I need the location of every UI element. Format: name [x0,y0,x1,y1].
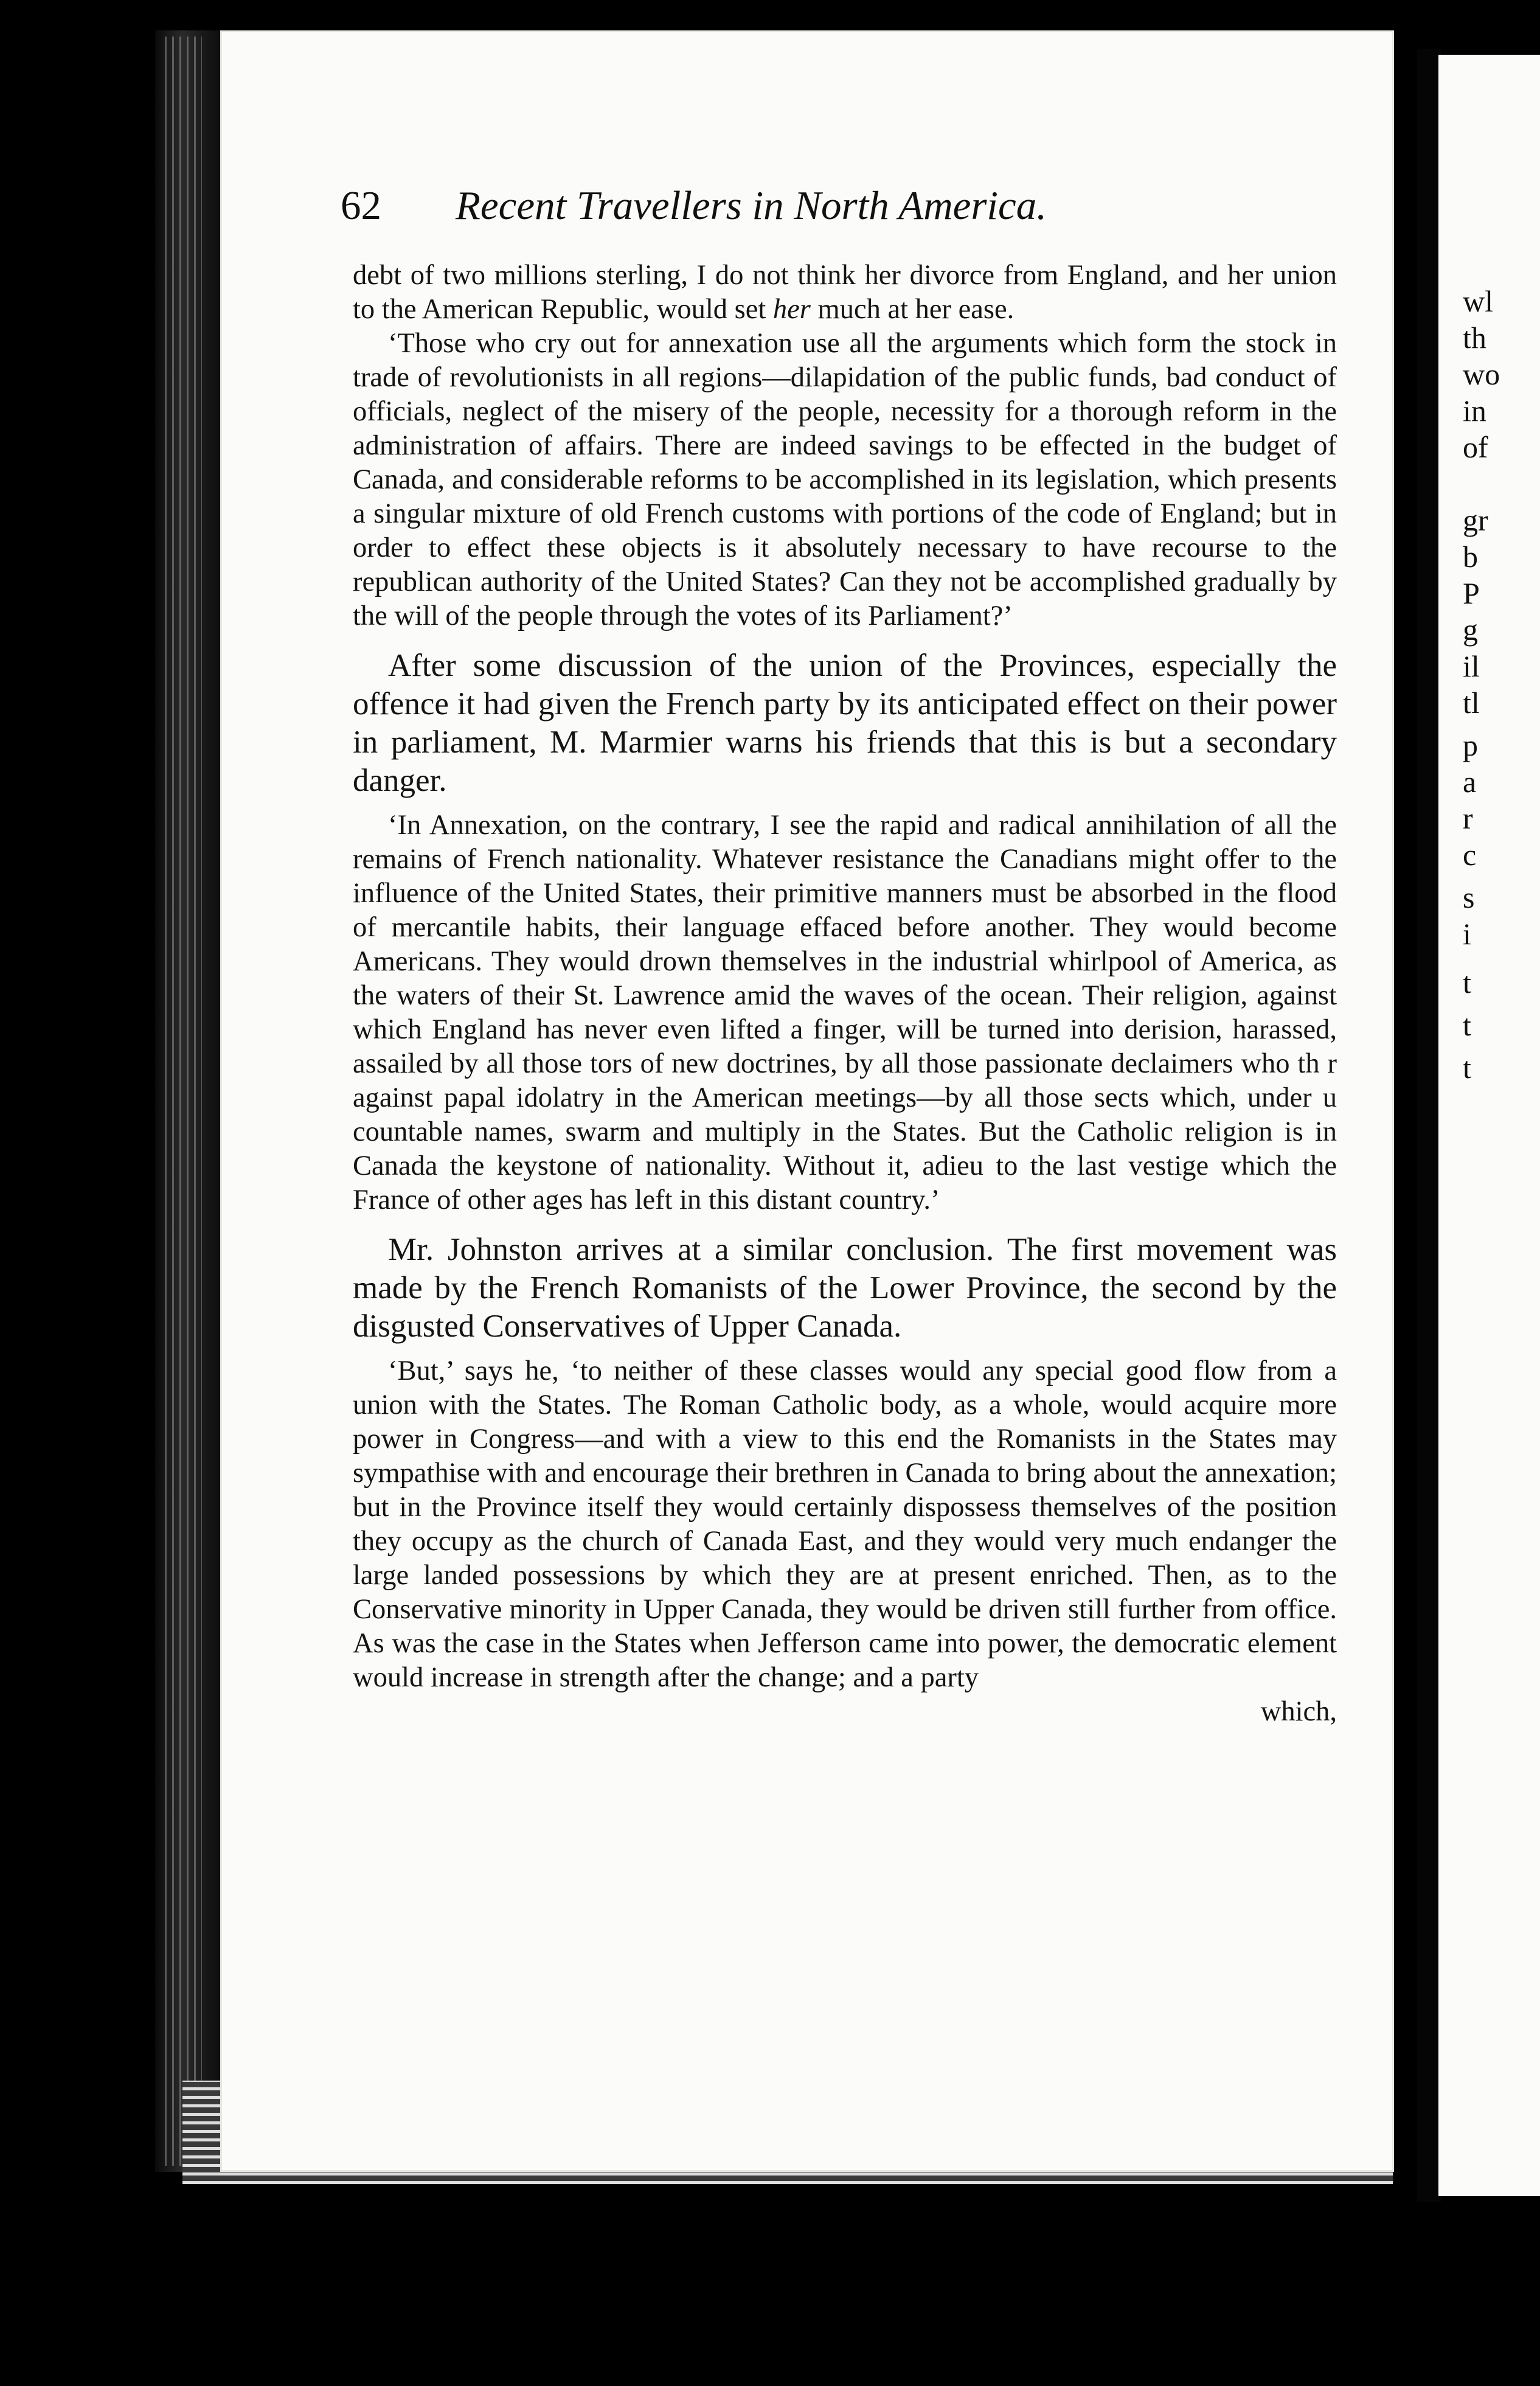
quote-paragraph: ‘Those who cry out for annexation use all the arguments which form the stock in trade of revolutionists in all regions—dilapidation of the public funds, bad conduct of officials, neglect of the misery of the people, necessity for a thorough reform in the administration of affairs. There are indeed savings to be effected in the budget of Canada, and considerable reforms to be accomplished in its legislation, which presents a singular mixture of old French customs with portions of the code of England; but in order to effect these objects is it absolutely necessary to have recourse to the republican authority of the United States? Can they not be accomplished gradually by the will of the people through the votes of its Parliament?’ [353,328,1337,631]
catchword: which, [1260,1696,1337,1727]
facing-page-fragment: wo [1463,357,1500,391]
body-text [353,259,1337,1729]
facing-page-fragment: t [1463,1008,1471,1042]
facing-page-fragment: r [1463,801,1473,835]
quote-paragraph: ‘But,’ says he, ‘to neither of these classes would any special good flow from a union with the States. The Roman Catholic body, as a whole, would acquire more power in Congress—and with a view to this end the Romanists in the States may sympathise with and encourage their brethren in Canada to bring about the annexation; but in the Province itself they would certainly dispossess themselves of the position they occupy as the church of Canada East, and they would very much endanger the large landed possessions by which they are at present enriched. Then, as to the Conservative minority in Upper Canada, they would be driven still further from office. As was the case in the States when Jefferson came into power, the democratic element would increase in strength after the change; and a party [353,1355,1337,1693]
quote-paragraph: ‘In Annexation, on the contrary, I see the rapid and radical annihilation of all the remains of French nationality. Whatever resistance the Canadians might offer to the influence of the United States, their primitive manners must be absorbed in the flood of mercantile habits, their language effaced before another. They would become Americans. They would drown themselves in the industrial whirlpool of America, as the waters of their St. Lawrence amid the waves of the ocean. Their religion, against which England has never even lifted a finger, will be turned into derision, harassed, assailed by all those tors of new doctrines, by all those passionate declaimers who th r against papal idolatry in the American meetings—by all those sects which, under u countable names, swarm and multiply in the States. But the Catholic religion is in Canada the keystone of nationality. Without it, adieu to the last vestige which the France of other ages has left in this distant country.’ [353,810,1337,1216]
facing-page-fragment: p [1463,728,1478,762]
facing-page-fragment: tl [1463,686,1480,720]
facing-page-fragment: P [1463,576,1480,610]
facing-page-fragment: b [1463,540,1478,574]
facing-page-fragment: a [1463,765,1477,799]
page-number: 62 [341,183,381,228]
facing-page-fragment: s [1463,880,1475,914]
running-title: Recent Travellers in North America. [456,183,1047,228]
facing-page-fragment: th [1463,321,1486,355]
facing-page-fragment: i [1463,917,1471,951]
facing-page-fragment: of [1463,430,1488,464]
facing-page-fragment: g [1463,613,1478,647]
gutter-shadow [1417,49,1441,2202]
facing-page-fragment: c [1463,838,1477,872]
facing-page-fragment: in [1463,394,1486,428]
narrative-paragraph: Mr. Johnston arrives at a similar conclusion. The first movement was made by the French Romanists of the Lower Province, the second by the disgusted Conservatives of Upper Canada. [353,1232,1337,1344]
facing-page-fragment: t [1463,965,1471,1000]
facing-page-fragment: t [1463,1051,1471,1085]
quote-paragraph: debt of two millions sterling, I do not think her divorce from England, and her union to the American Republic, would set her much at her ease. [353,260,1337,325]
binding-stitch-lines [159,37,202,2166]
facing-page-fragment: wl [1463,284,1493,318]
facing-page-fragment: gr [1463,503,1488,537]
facing-page-edge [1438,55,1540,2196]
facing-page-fragment: il [1463,649,1480,683]
narrative-paragraph: After some discussion of the union of the Provinces, especially the offence it had given the French party by its anticipated effect on their power in parliament, M. Marmier warns his friends that this is but a secondary danger. [353,648,1337,798]
